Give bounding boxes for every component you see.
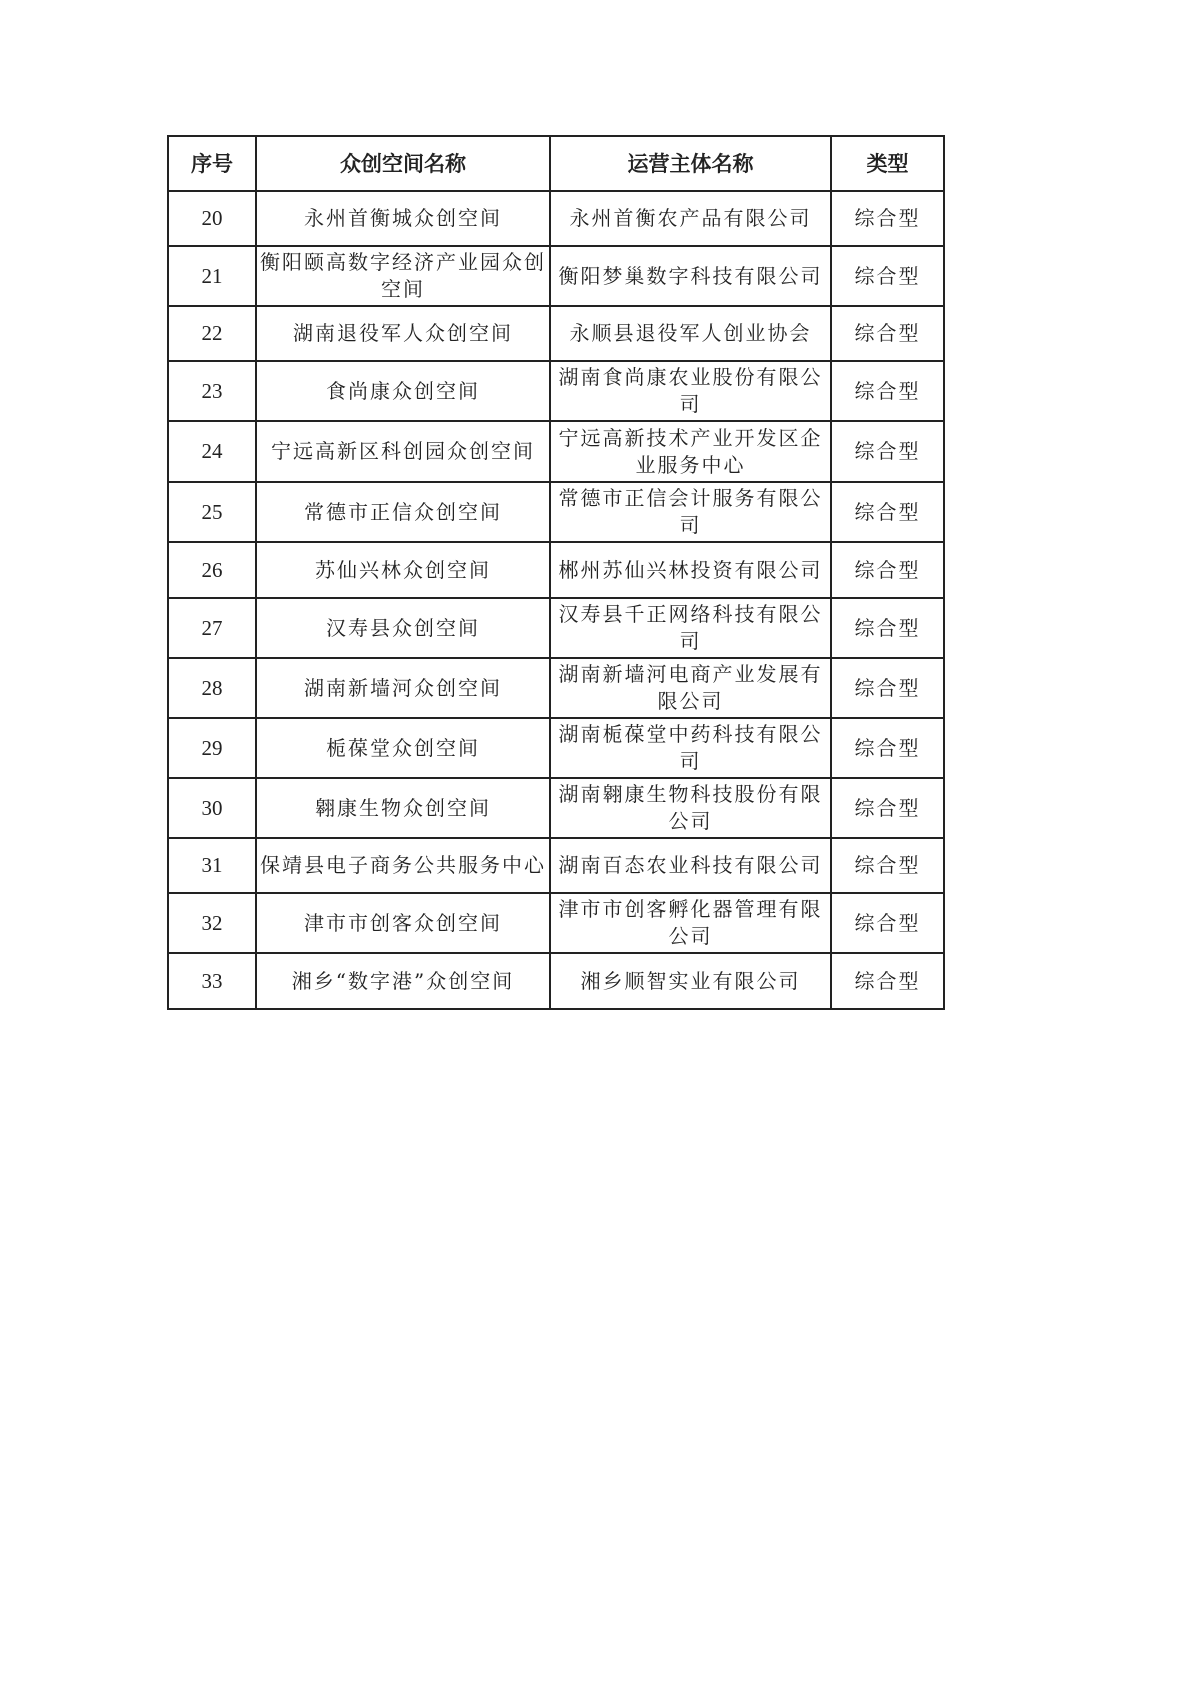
serial-cell: 24 bbox=[168, 421, 256, 482]
space-name-cell: 翱康生物众创空间 bbox=[256, 778, 550, 838]
table-body bbox=[168, 191, 944, 1009]
table-row bbox=[168, 542, 944, 598]
header-type: 类型 bbox=[831, 136, 944, 191]
type-cell: 综合型 bbox=[831, 421, 944, 482]
table-row bbox=[168, 893, 944, 953]
operator-name-cell: 津市市创客孵化器管理有限公司 bbox=[550, 893, 831, 953]
space-name-cell: 宁远高新区科创园众创空间 bbox=[256, 421, 550, 482]
serial-cell: 26 bbox=[168, 542, 256, 598]
operator-name-cell: 郴州苏仙兴林投资有限公司 bbox=[550, 542, 831, 598]
header-serial: 序号 bbox=[168, 136, 256, 191]
type-cell: 综合型 bbox=[831, 778, 944, 838]
space-name-cell: 食尚康众创空间 bbox=[256, 361, 550, 421]
table-row bbox=[168, 778, 944, 838]
space-name-cell: 保靖县电子商务公共服务中心 bbox=[256, 838, 550, 893]
header-operator-name: 运营主体名称 bbox=[550, 136, 831, 191]
type-cell: 综合型 bbox=[831, 598, 944, 658]
operator-name-cell: 汉寿县千正网络科技有限公司 bbox=[550, 598, 831, 658]
table-row bbox=[168, 246, 944, 306]
serial-cell: 28 bbox=[168, 658, 256, 718]
space-name-cell: 湘乡“数字港”众创空间 bbox=[256, 953, 550, 1009]
space-name-cell: 湖南新墙河众创空间 bbox=[256, 658, 550, 718]
incubator-table bbox=[167, 135, 945, 1010]
serial-cell: 22 bbox=[168, 306, 256, 361]
type-cell: 综合型 bbox=[831, 246, 944, 306]
space-name-cell: 汉寿县众创空间 bbox=[256, 598, 550, 658]
type-cell: 综合型 bbox=[831, 482, 944, 542]
space-name-cell: 湖南退役军人众创空间 bbox=[256, 306, 550, 361]
type-cell: 综合型 bbox=[831, 893, 944, 953]
operator-name-cell: 宁远高新技术产业开发区企业服务中心 bbox=[550, 421, 831, 482]
serial-cell: 33 bbox=[168, 953, 256, 1009]
serial-cell: 31 bbox=[168, 838, 256, 893]
operator-name-cell: 湖南食尚康农业股份有限公司 bbox=[550, 361, 831, 421]
type-cell: 综合型 bbox=[831, 191, 944, 246]
table-row bbox=[168, 838, 944, 893]
table-row bbox=[168, 718, 944, 778]
operator-name-cell: 湖南百态农业科技有限公司 bbox=[550, 838, 831, 893]
type-cell: 综合型 bbox=[831, 658, 944, 718]
type-cell: 综合型 bbox=[831, 718, 944, 778]
table-row bbox=[168, 598, 944, 658]
type-cell: 综合型 bbox=[831, 306, 944, 361]
operator-name-cell: 永顺县退役军人创业协会 bbox=[550, 306, 831, 361]
operator-name-cell: 永州首衡农产品有限公司 bbox=[550, 191, 831, 246]
table-row bbox=[168, 658, 944, 718]
operator-name-cell: 衡阳梦巢数字科技有限公司 bbox=[550, 246, 831, 306]
serial-cell: 20 bbox=[168, 191, 256, 246]
space-name-cell: 津市市创客众创空间 bbox=[256, 893, 550, 953]
table-header-row bbox=[168, 136, 944, 191]
type-cell: 综合型 bbox=[831, 542, 944, 598]
type-cell: 综合型 bbox=[831, 361, 944, 421]
type-cell: 综合型 bbox=[831, 838, 944, 893]
operator-name-cell: 湘乡顺智实业有限公司 bbox=[550, 953, 831, 1009]
serial-cell: 29 bbox=[168, 718, 256, 778]
space-name-cell: 衡阳颐高数字经济产业园众创空间 bbox=[256, 246, 550, 306]
serial-cell: 23 bbox=[168, 361, 256, 421]
space-name-cell: 栀葆堂众创空间 bbox=[256, 718, 550, 778]
space-name-cell: 永州首衡城众创空间 bbox=[256, 191, 550, 246]
type-cell: 综合型 bbox=[831, 953, 944, 1009]
operator-name-cell: 湖南翱康生物科技股份有限公司 bbox=[550, 778, 831, 838]
operator-name-cell: 湖南栀葆堂中药科技有限公司 bbox=[550, 718, 831, 778]
space-name-cell: 苏仙兴林众创空间 bbox=[256, 542, 550, 598]
table-row bbox=[168, 361, 944, 421]
table-row bbox=[168, 482, 944, 542]
table-row bbox=[168, 421, 944, 482]
header-space-name: 众创空间名称 bbox=[256, 136, 550, 191]
operator-name-cell: 湖南新墙河电商产业发展有限公司 bbox=[550, 658, 831, 718]
table-row bbox=[168, 191, 944, 246]
serial-cell: 27 bbox=[168, 598, 256, 658]
serial-cell: 21 bbox=[168, 246, 256, 306]
serial-cell: 30 bbox=[168, 778, 256, 838]
serial-cell: 25 bbox=[168, 482, 256, 542]
table-row bbox=[168, 953, 944, 1009]
space-name-cell: 常德市正信众创空间 bbox=[256, 482, 550, 542]
operator-name-cell: 常德市正信会计服务有限公司 bbox=[550, 482, 831, 542]
table-row bbox=[168, 306, 944, 361]
serial-cell: 32 bbox=[168, 893, 256, 953]
